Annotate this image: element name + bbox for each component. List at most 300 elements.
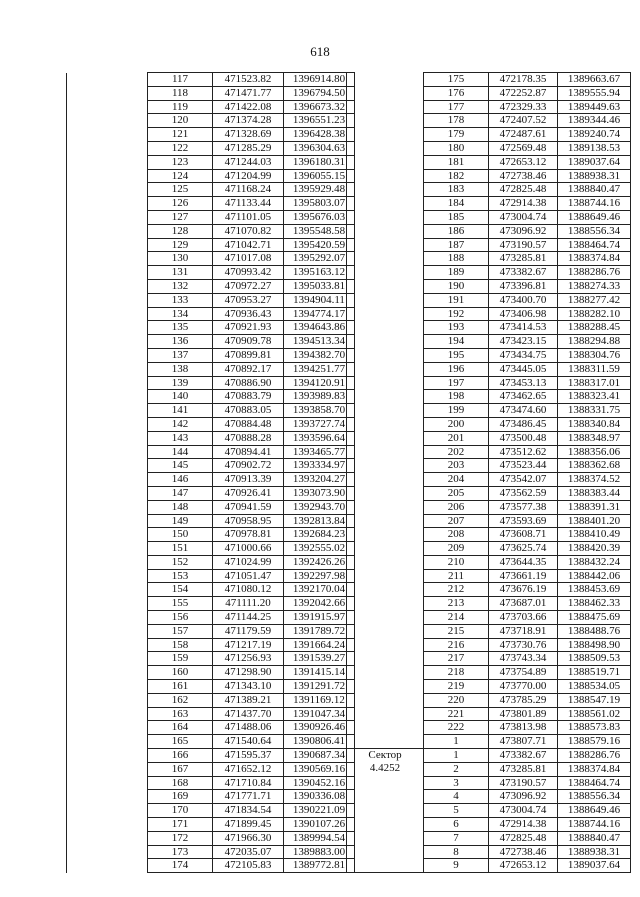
table-row — [347, 652, 631, 666]
blank-cell — [347, 459, 424, 473]
coordinate-x: 471834.54 — [213, 804, 284, 818]
blank-cell — [67, 514, 148, 528]
coordinate-x: 473512.62 — [489, 445, 558, 459]
point-number: 203 — [424, 459, 489, 473]
coordinate-x: 472825.48 — [489, 183, 558, 197]
coordinate-x: 471000.66 — [213, 542, 284, 556]
table-row — [347, 114, 631, 128]
coordinate-x: 473434.75 — [489, 348, 558, 362]
point-number: 214 — [424, 611, 489, 625]
coordinate-y: 1394382.70 — [284, 348, 355, 362]
blank-cell — [67, 845, 148, 859]
blank-cell — [67, 652, 148, 666]
coordinate-x: 473004.74 — [489, 210, 558, 224]
coordinate-y: 1388282.10 — [558, 307, 631, 321]
coordinate-y: 1388462.33 — [558, 597, 631, 611]
coordinate-y: 1391539.27 — [284, 652, 355, 666]
coordinates-table-right — [346, 72, 631, 873]
blank-cell — [347, 155, 424, 169]
coordinate-x: 472407.52 — [489, 114, 558, 128]
blank-cell — [67, 624, 148, 638]
point-number: 192 — [424, 307, 489, 321]
point-number: 209 — [424, 542, 489, 556]
blank-cell — [347, 514, 424, 528]
table-row — [67, 555, 355, 569]
point-number: 210 — [424, 555, 489, 569]
point-number: 143 — [148, 431, 213, 445]
coordinate-x: 472914.38 — [489, 818, 558, 832]
blank-cell — [347, 321, 424, 335]
coordinate-x: 471024.99 — [213, 555, 284, 569]
table-row — [347, 624, 631, 638]
point-number: 150 — [148, 528, 213, 542]
blank-cell — [347, 638, 424, 652]
blank-cell — [347, 417, 424, 431]
table-row — [67, 362, 355, 376]
coordinate-x: 470899.81 — [213, 348, 284, 362]
point-number: 183 — [424, 183, 489, 197]
coordinate-y: 1396428.38 — [284, 128, 355, 142]
coordinate-x: 473661.19 — [489, 569, 558, 583]
point-number: 213 — [424, 597, 489, 611]
coordinate-y: 1394513.34 — [284, 335, 355, 349]
blank-cell — [67, 818, 148, 832]
coordinate-y: 1388534.05 — [558, 680, 631, 694]
point-number: 9 — [424, 859, 489, 873]
point-number: 147 — [148, 486, 213, 500]
coordinate-x: 473423.15 — [489, 335, 558, 349]
coordinate-y: 1389555.94 — [558, 86, 631, 100]
coordinate-x: 471256.93 — [213, 652, 284, 666]
blank-cell — [347, 500, 424, 514]
blank-cell — [347, 528, 424, 542]
point-number: 2 — [424, 762, 489, 776]
point-number: 181 — [424, 155, 489, 169]
table-row — [67, 611, 355, 625]
table-row — [67, 210, 355, 224]
blank-cell — [67, 680, 148, 694]
coordinate-y: 1392426.26 — [284, 555, 355, 569]
coordinate-x: 471144.25 — [213, 611, 284, 625]
coordinate-x: 473406.98 — [489, 307, 558, 321]
coordinate-y: 1388317.01 — [558, 376, 631, 390]
coordinates-table-left — [66, 72, 355, 873]
table-row — [347, 141, 631, 155]
point-number: 177 — [424, 100, 489, 114]
coordinate-x: 473542.07 — [489, 473, 558, 487]
table-row — [67, 335, 355, 349]
point-number: 149 — [148, 514, 213, 528]
table-row — [347, 735, 631, 749]
coordinate-y: 1390806.41 — [284, 735, 355, 749]
table-row — [67, 790, 355, 804]
coordinate-y: 1396914.80 — [284, 73, 355, 87]
coordinate-x: 472105.83 — [213, 859, 284, 873]
coordinate-x: 472252.87 — [489, 86, 558, 100]
coordinate-y: 1396794.50 — [284, 86, 355, 100]
point-number: 134 — [148, 307, 213, 321]
coordinate-y: 1388464.74 — [558, 238, 631, 252]
blank-cell — [347, 141, 424, 155]
table-row — [67, 252, 355, 266]
table-row — [67, 831, 355, 845]
point-number: 156 — [148, 611, 213, 625]
table-row — [67, 321, 355, 335]
coordinate-y: 1395292.07 — [284, 252, 355, 266]
blank-cell — [67, 569, 148, 583]
table-row — [67, 666, 355, 680]
point-number: 182 — [424, 169, 489, 183]
table-row — [347, 238, 631, 252]
point-number: 179 — [424, 128, 489, 142]
coordinate-y: 1388840.47 — [558, 183, 631, 197]
table-row — [67, 569, 355, 583]
blank-cell — [67, 362, 148, 376]
point-number: 211 — [424, 569, 489, 583]
coordinate-x: 472569.48 — [489, 141, 558, 155]
table-row — [347, 376, 631, 390]
coordinate-x: 470888.28 — [213, 431, 284, 445]
table-row — [67, 583, 355, 597]
table-row — [67, 279, 355, 293]
table-row — [347, 183, 631, 197]
blank-cell — [67, 252, 148, 266]
coordinate-y: 1389240.74 — [558, 128, 631, 142]
coordinate-y: 1391415.14 — [284, 666, 355, 680]
point-number: 194 — [424, 335, 489, 349]
coordinate-x: 470886.90 — [213, 376, 284, 390]
coordinate-y: 1389138.53 — [558, 141, 631, 155]
table-row — [347, 307, 631, 321]
table-row — [347, 348, 631, 362]
table-row — [347, 666, 631, 680]
coordinate-x: 472653.12 — [489, 155, 558, 169]
point-number: 1 — [424, 749, 489, 763]
point-number: 186 — [424, 224, 489, 238]
point-number: 155 — [148, 597, 213, 611]
table-row — [347, 293, 631, 307]
table-row — [67, 445, 355, 459]
coordinate-y: 1394251.77 — [284, 362, 355, 376]
point-number: 198 — [424, 390, 489, 404]
point-number: 140 — [148, 390, 213, 404]
point-number: 191 — [424, 293, 489, 307]
coordinate-x: 472914.38 — [489, 197, 558, 211]
blank-cell — [67, 597, 148, 611]
blank-cell — [347, 583, 424, 597]
table-row — [347, 555, 631, 569]
coordinate-x: 471488.06 — [213, 721, 284, 735]
table-row — [347, 390, 631, 404]
coordinate-y: 1388286.76 — [558, 749, 631, 763]
blank-cell — [347, 652, 424, 666]
point-number: 215 — [424, 624, 489, 638]
blank-cell — [67, 183, 148, 197]
point-number: 160 — [148, 666, 213, 680]
blank-cell — [67, 790, 148, 804]
point-number: 202 — [424, 445, 489, 459]
table-row — [347, 611, 631, 625]
blank-cell — [67, 500, 148, 514]
coordinate-y: 1388938.31 — [558, 169, 631, 183]
blank-cell — [347, 486, 424, 500]
table-row — [67, 859, 355, 873]
coordinate-x: 470883.05 — [213, 404, 284, 418]
point-number: 164 — [148, 721, 213, 735]
coordinate-y: 1393204.27 — [284, 473, 355, 487]
coordinate-x: 473523.44 — [489, 459, 558, 473]
table-row — [347, 445, 631, 459]
coordinate-x: 473474.60 — [489, 404, 558, 418]
point-number: 195 — [424, 348, 489, 362]
coordinate-x: 471523.82 — [213, 73, 284, 87]
coordinate-x: 473285.81 — [489, 762, 558, 776]
coordinate-y: 1388579.16 — [558, 735, 631, 749]
point-number: 200 — [424, 417, 489, 431]
table-row — [67, 514, 355, 528]
coordinate-x: 473190.57 — [489, 238, 558, 252]
blank-cell — [67, 693, 148, 707]
blank-cell — [67, 348, 148, 362]
table-row — [347, 707, 631, 721]
blank-cell — [347, 335, 424, 349]
table-row — [347, 197, 631, 211]
coordinate-x: 470953.27 — [213, 293, 284, 307]
table-row — [67, 86, 355, 100]
coordinate-y: 1392813.84 — [284, 514, 355, 528]
point-number: 174 — [148, 859, 213, 873]
blank-cell — [347, 555, 424, 569]
blank-cell — [67, 155, 148, 169]
page-number: 618 — [310, 44, 330, 59]
table-row — [67, 624, 355, 638]
blank-cell — [67, 404, 148, 418]
blank-cell — [67, 555, 148, 569]
coordinate-y: 1388649.46 — [558, 210, 631, 224]
blank-cell — [347, 100, 424, 114]
coordinate-y: 1388475.69 — [558, 611, 631, 625]
blank-cell — [347, 128, 424, 142]
blank-cell — [347, 238, 424, 252]
blank-cell — [67, 583, 148, 597]
blank-cell — [67, 321, 148, 335]
table-row — [347, 155, 631, 169]
table-row — [347, 431, 631, 445]
point-number: 141 — [148, 404, 213, 418]
point-number: 3 — [424, 776, 489, 790]
point-number: 166 — [148, 749, 213, 763]
coordinate-y: 1393727.74 — [284, 417, 355, 431]
table-row — [347, 335, 631, 349]
coordinate-y: 1388362.68 — [558, 459, 631, 473]
coordinate-x: 473562.59 — [489, 486, 558, 500]
coordinate-y: 1388498.90 — [558, 638, 631, 652]
coordinate-y: 1393073.90 — [284, 486, 355, 500]
blank-cell — [347, 279, 424, 293]
table-row — [347, 514, 631, 528]
blank-cell — [67, 86, 148, 100]
coordinate-y: 1391047.34 — [284, 707, 355, 721]
coordinate-x: 470909.78 — [213, 335, 284, 349]
point-number: 151 — [148, 542, 213, 556]
table-row — [67, 100, 355, 114]
coordinate-x: 473004.74 — [489, 804, 558, 818]
blank-cell — [67, 542, 148, 556]
point-number: 180 — [424, 141, 489, 155]
point-number: 135 — [148, 321, 213, 335]
coordinate-x: 470972.27 — [213, 279, 284, 293]
coordinate-y: 1392170.04 — [284, 583, 355, 597]
coordinate-x: 473770.00 — [489, 680, 558, 694]
coordinate-x: 471540.64 — [213, 735, 284, 749]
blank-cell — [347, 183, 424, 197]
coordinate-x: 471133.44 — [213, 197, 284, 211]
coordinate-x: 473676.19 — [489, 583, 558, 597]
coordinate-y: 1388464.74 — [558, 776, 631, 790]
blank-cell — [347, 445, 424, 459]
blank-cell — [347, 73, 424, 87]
table-row — [67, 749, 355, 763]
point-number: 5 — [424, 804, 489, 818]
table-row — [347, 749, 631, 763]
table-row — [67, 431, 355, 445]
coordinate-x: 473500.48 — [489, 431, 558, 445]
point-number: 222 — [424, 721, 489, 735]
blank-cell — [347, 86, 424, 100]
point-number: 171 — [148, 818, 213, 832]
coordinate-y: 1395163.12 — [284, 266, 355, 280]
point-number: 157 — [148, 624, 213, 638]
blank-cell — [347, 224, 424, 238]
table-row — [347, 169, 631, 183]
coordinate-x: 471042.71 — [213, 238, 284, 252]
coordinate-x: 473718.91 — [489, 624, 558, 638]
coordinate-x: 473445.05 — [489, 362, 558, 376]
point-number: 146 — [148, 473, 213, 487]
blank-cell — [347, 473, 424, 487]
point-number: 154 — [148, 583, 213, 597]
coordinate-y: 1388356.06 — [558, 445, 631, 459]
point-number: 1 — [424, 735, 489, 749]
coordinate-y: 1389037.64 — [558, 859, 631, 873]
coordinate-x: 471204.99 — [213, 169, 284, 183]
blank-cell — [67, 473, 148, 487]
coordinate-y: 1388391.31 — [558, 500, 631, 514]
table-row — [67, 473, 355, 487]
coordinate-y: 1392943.70 — [284, 500, 355, 514]
coordinate-x: 471343.10 — [213, 680, 284, 694]
coordinate-y: 1388410.49 — [558, 528, 631, 542]
coordinate-y: 1395929.48 — [284, 183, 355, 197]
table-row — [67, 486, 355, 500]
point-number: 208 — [424, 528, 489, 542]
coordinate-y: 1393596.64 — [284, 431, 355, 445]
coordinate-y: 1389994.54 — [284, 831, 355, 845]
coordinate-y: 1396304.63 — [284, 141, 355, 155]
coordinate-y: 1388331.75 — [558, 404, 631, 418]
coordinate-y: 1389449.63 — [558, 100, 631, 114]
coordinate-x: 473096.92 — [489, 790, 558, 804]
coordinate-y: 1388556.34 — [558, 224, 631, 238]
blank-cell — [347, 624, 424, 638]
point-number: 133 — [148, 293, 213, 307]
blank-cell — [67, 804, 148, 818]
coordinate-y: 1392042.66 — [284, 597, 355, 611]
point-number: 199 — [424, 404, 489, 418]
point-number: 161 — [148, 680, 213, 694]
coordinate-x: 473285.81 — [489, 252, 558, 266]
point-number: 6 — [424, 818, 489, 832]
point-number: 153 — [148, 569, 213, 583]
blank-cell — [347, 707, 424, 721]
coordinate-x: 470902.72 — [213, 459, 284, 473]
coordinate-y: 1389772.81 — [284, 859, 355, 873]
coordinate-y: 1394774.17 — [284, 307, 355, 321]
point-number: 167 — [148, 762, 213, 776]
point-number: 137 — [148, 348, 213, 362]
coordinate-y: 1388453.69 — [558, 583, 631, 597]
coordinate-x: 470883.79 — [213, 390, 284, 404]
point-number: 212 — [424, 583, 489, 597]
coordinate-x: 473625.74 — [489, 542, 558, 556]
blank-cell — [347, 597, 424, 611]
table-row — [67, 417, 355, 431]
coordinate-y: 1388274.33 — [558, 279, 631, 293]
blank-cell — [67, 307, 148, 321]
coordinate-y: 1388323.41 — [558, 390, 631, 404]
point-number: 130 — [148, 252, 213, 266]
coordinate-x: 470978.81 — [213, 528, 284, 542]
point-number: 196 — [424, 362, 489, 376]
point-number: 216 — [424, 638, 489, 652]
point-number: 178 — [424, 114, 489, 128]
coordinate-y: 1389344.46 — [558, 114, 631, 128]
point-number: 206 — [424, 500, 489, 514]
coordinate-y: 1390107.26 — [284, 818, 355, 832]
point-number: 204 — [424, 473, 489, 487]
table-row — [347, 569, 631, 583]
table-row — [347, 210, 631, 224]
blank-cell — [67, 114, 148, 128]
coordinate-x: 471051.47 — [213, 569, 284, 583]
table-row — [67, 680, 355, 694]
blank-cell — [347, 293, 424, 307]
table-row — [347, 252, 631, 266]
table-row — [67, 128, 355, 142]
coordinate-y: 1395420.59 — [284, 238, 355, 252]
coordinate-x: 473382.67 — [489, 266, 558, 280]
table-row — [67, 652, 355, 666]
coordinate-y: 1388277.42 — [558, 293, 631, 307]
coordinate-x: 473608.71 — [489, 528, 558, 542]
blank-cell — [67, 666, 148, 680]
blank-cell — [67, 417, 148, 431]
table-row — [347, 473, 631, 487]
blank-cell — [67, 721, 148, 735]
coordinate-x: 472653.12 — [489, 859, 558, 873]
point-number: 123 — [148, 155, 213, 169]
coordinate-y: 1388744.16 — [558, 197, 631, 211]
table-row — [67, 404, 355, 418]
coordinate-y: 1388442.06 — [558, 569, 631, 583]
coordinate-y: 1388432.24 — [558, 555, 631, 569]
coordinate-x: 473190.57 — [489, 776, 558, 790]
blank-cell — [347, 390, 424, 404]
coordinate-y: 1391291.72 — [284, 680, 355, 694]
blank-cell — [67, 528, 148, 542]
point-number: 220 — [424, 693, 489, 707]
table-row — [347, 542, 631, 556]
